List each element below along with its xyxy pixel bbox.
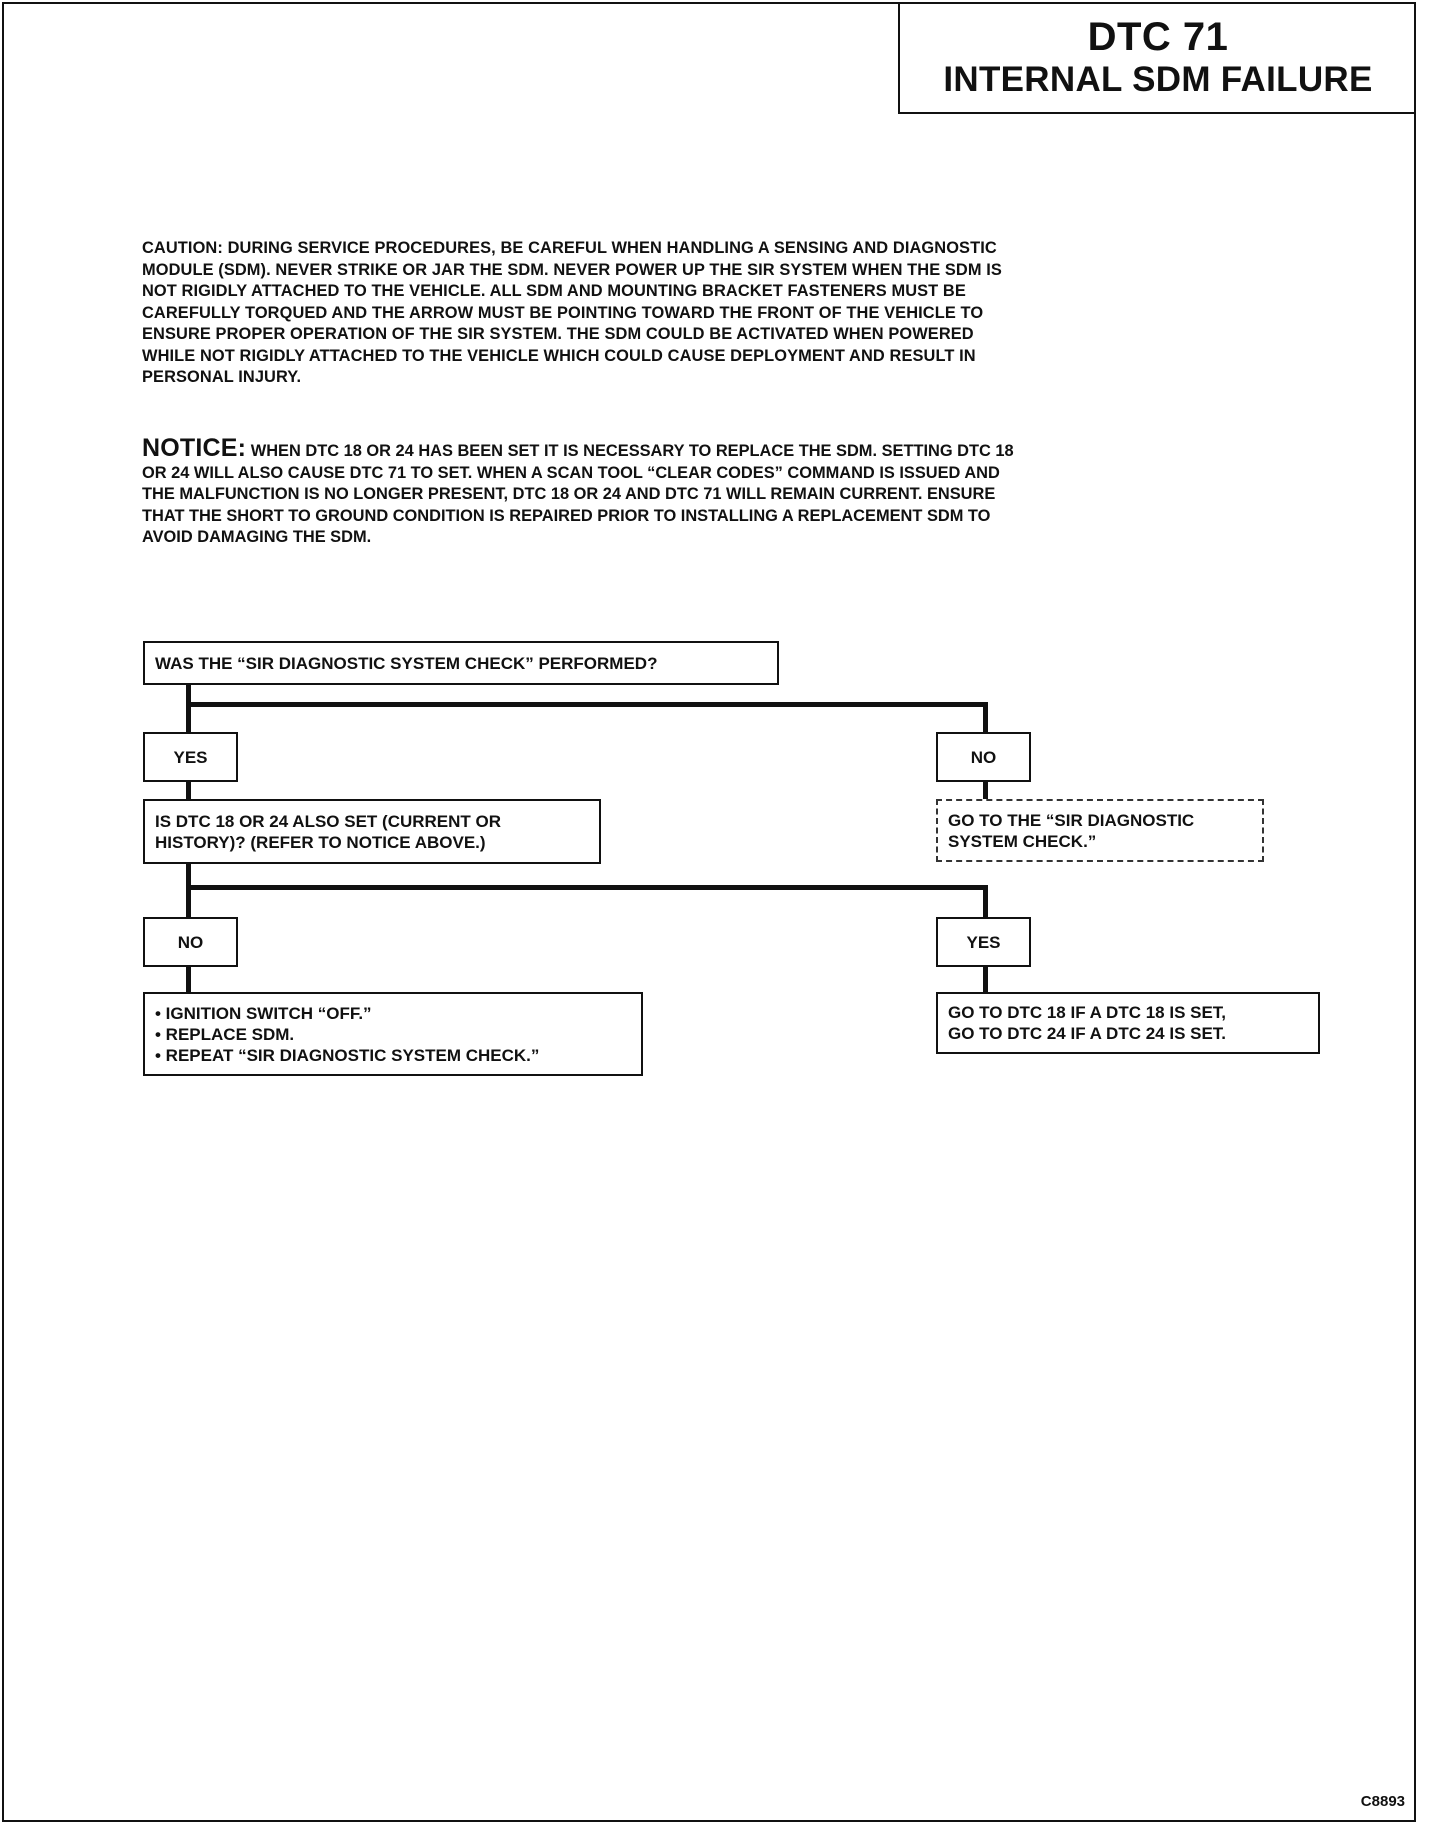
connector-q1-no xyxy=(983,702,988,733)
notice-heading: NOTICE: xyxy=(142,434,247,462)
q2-yes-action-line: GO TO DTC 18 IF A DTC 18 IS SET, xyxy=(948,1003,1227,1022)
page-border-left xyxy=(2,2,4,1822)
caution-line: CAUTION: DURING SERVICE PROCEDURES, BE CAREFUL WHEN HANDLING A SENSING AND DIAGNOSTIC xyxy=(142,239,997,257)
q1-yes-box xyxy=(143,732,238,782)
figure-id: C8893 xyxy=(1360,1793,1405,1810)
q2-no-action-line: • REPLACE SDM. xyxy=(155,1024,295,1044)
page-border-right xyxy=(1414,2,1416,1822)
notice-paragraph xyxy=(142,434,1242,549)
q1-no-box xyxy=(936,732,1031,782)
q2-no-action-line: • IGNITION SWITCH “OFF.” xyxy=(155,1003,372,1023)
connector-no-to-action xyxy=(983,780,988,800)
q1-no-action-line: SYSTEM CHECK.” xyxy=(948,831,1097,851)
q1-no-action-box xyxy=(936,799,1264,862)
connector-q2-yes xyxy=(983,885,988,918)
connector-q1-down xyxy=(186,683,191,733)
q2-yes-action-line: GO TO DTC 24 IF A DTC 24 IS SET. xyxy=(948,1024,1227,1043)
page-border-bottom xyxy=(2,1820,1416,1822)
q1-yes-label: YES xyxy=(173,747,208,767)
connector-q2-no-to-action xyxy=(186,965,191,993)
caution-line: WHILE NOT RIGIDLY ATTACHED TO THE VEHICLE WHICH COULD CAUSE DEPLOYMENT AND RESULT IN xyxy=(142,346,976,365)
connector-yes-to-q2 xyxy=(186,780,191,800)
notice-line: WHEN DTC 18 OR 24 HAS BEEN SET IT IS NECESSARY TO REPLACE THE SDM. SETTING DTC 18 xyxy=(250,442,1014,460)
notice-line: OR 24 WILL ALSO CAUSE DTC 71 TO SET. WHEN A SCAN TOOL “CLEAR CODES” COMMAND IS ISSUED AND xyxy=(142,463,1000,482)
q2-yes-box xyxy=(936,917,1031,967)
caution-line: PERSONAL INJURY. xyxy=(142,368,302,386)
q2-yes-label: YES xyxy=(966,932,1001,952)
q1-no-action-line: GO TO THE “SIR DIAGNOSTIC xyxy=(948,810,1195,830)
notice-line: THE MALFUNCTION IS NO LONGER PRESENT, DTC 18 OR 24 AND DTC 71 WILL REMAIN CURRENT. ENSURE xyxy=(142,485,996,503)
caution-paragraph xyxy=(142,238,1242,389)
question-2-box xyxy=(143,799,601,864)
q2-no-action-box xyxy=(143,992,643,1076)
dtc-name: INTERNAL SDM FAILURE xyxy=(943,60,1373,99)
connector-q2-branch xyxy=(186,885,988,890)
title-block xyxy=(898,2,1416,114)
notice-line: THAT THE SHORT TO GROUND CONDITION IS REPAIRED PRIOR TO INSTALLING A REPLACEMENT SDM TO xyxy=(142,506,991,525)
notice-line: AVOID DAMAGING THE SDM. xyxy=(142,528,372,546)
caution-line: MODULE (SDM). NEVER STRIKE OR JAR THE SDM. NEVER POWER UP THE SIR SYSTEM WHEN THE SDM IS xyxy=(142,260,1002,279)
caution-line: NOT RIGIDLY ATTACHED TO THE VEHICLE. ALL SDM AND MOUNTING BRACKET FASTENERS MUST BE xyxy=(142,282,966,300)
question-1-box xyxy=(143,641,779,685)
dtc-code: DTC 71 xyxy=(1087,15,1229,59)
connector-q2-yes-to-action xyxy=(983,965,988,993)
caution-line: ENSURE PROPER OPERATION OF THE SIR SYSTEM. THE SDM COULD BE ACTIVATED WHEN POWERED xyxy=(142,325,974,343)
caution-line: CAREFULLY TORQUED AND THE ARROW MUST BE POINTING TOWARD THE FRONT OF THE VEHICLE TO xyxy=(142,303,984,322)
notice-first-line xyxy=(142,434,1242,463)
q2-no-label: NO xyxy=(177,932,204,952)
q2-no-action-line: • REPEAT “SIR DIAGNOSTIC SYSTEM CHECK.” xyxy=(155,1045,540,1065)
q1-no-label: NO xyxy=(970,747,997,767)
question-1-text: WAS THE “SIR DIAGNOSTIC SYSTEM CHECK” PERFORMED? xyxy=(155,653,658,673)
q2-no-box xyxy=(143,917,238,967)
question-2-line: IS DTC 18 OR 24 ALSO SET (CURRENT OR xyxy=(155,811,502,831)
q2-yes-action-box xyxy=(936,992,1320,1054)
connector-q1-branch xyxy=(186,702,988,707)
question-2-line: HISTORY)? (REFER TO NOTICE ABOVE.) xyxy=(155,832,486,852)
